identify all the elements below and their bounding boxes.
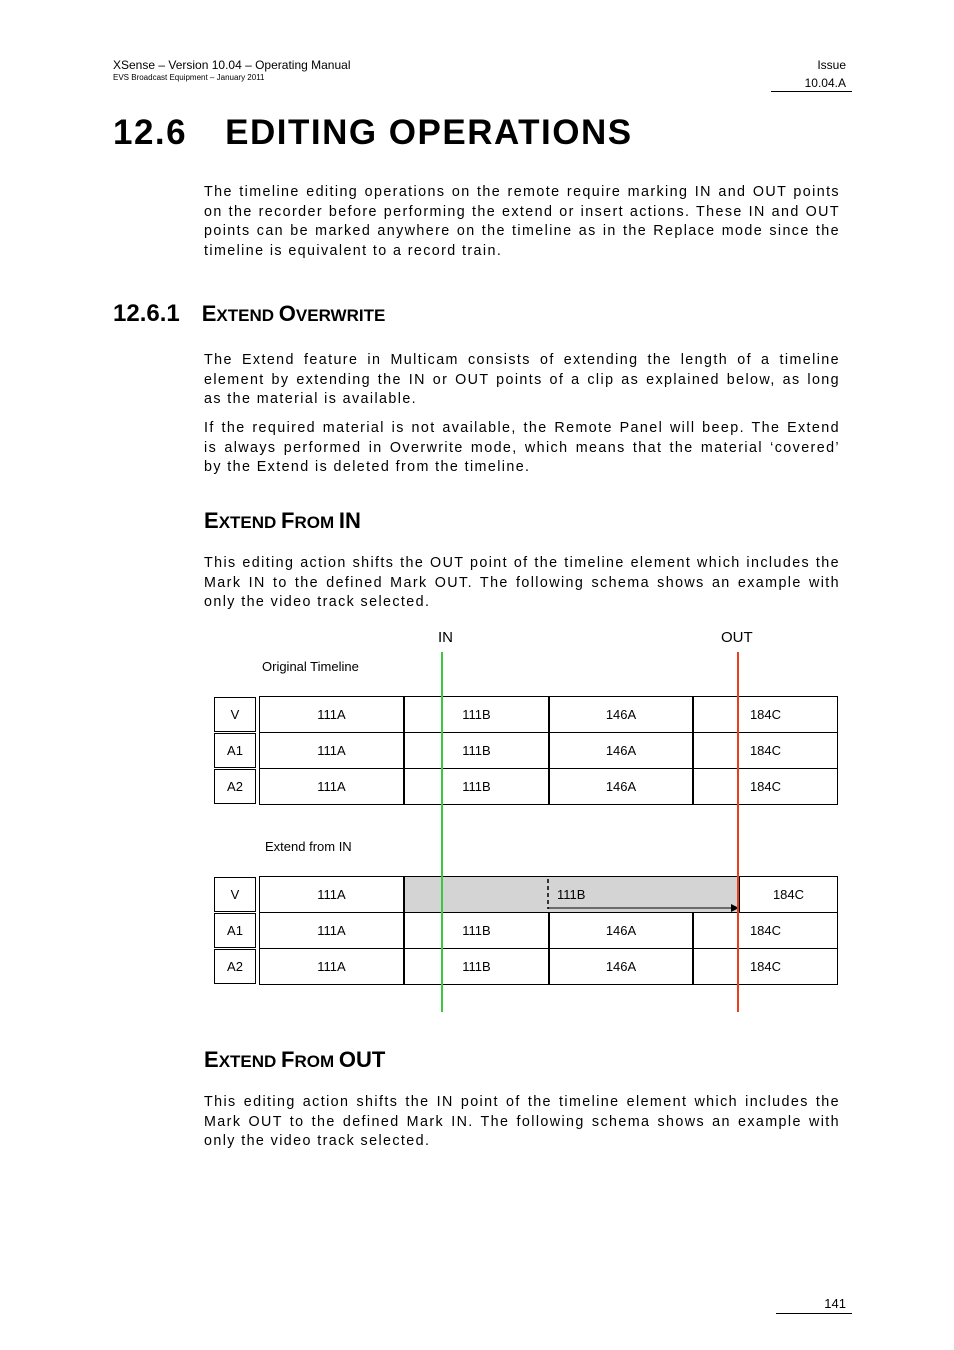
clip-cell: 111A (259, 912, 404, 949)
clip-cell: 146A (549, 768, 693, 805)
header-issue-value: 10.04.A (804, 76, 846, 90)
page-number: 141 (824, 1296, 846, 1311)
clip-cell: 111B (404, 732, 549, 769)
clip-cell: 111B (404, 912, 549, 949)
track-label-a1: A1 (214, 733, 256, 768)
extend-from-in-para: This editing action shifts the OUT point of the timeline element which includes the Mark IN to the defined Mark OUT. The following schema shows an example with only the video track selected. (204, 555, 840, 610)
extend-arrow-icon (540, 876, 745, 913)
mark-out-label: OUT (721, 629, 753, 646)
clip-cell: 111A (259, 876, 404, 913)
subsection-title: EXTEND OVERWRITE (201, 301, 386, 326)
section-heading (113, 113, 633, 153)
footer-rule (776, 1313, 852, 1314)
clip-cell: 111A (259, 768, 404, 805)
clip-cell: 184C (693, 732, 838, 769)
clip-cell: 111A (259, 948, 404, 985)
track-label-a2: A2 (214, 949, 256, 984)
clip-cell: 184C (693, 768, 838, 805)
clip-cell: 111B (404, 948, 549, 985)
clip-cell: 111B (404, 696, 549, 733)
section-number: 12.6 (113, 113, 188, 152)
header-subtitle: EVS Broadcast Equipment – January 2011 (113, 73, 265, 82)
clip-cell: 184C (693, 696, 838, 733)
clip-cell: 111A (259, 732, 404, 769)
extend-from-out-heading: EXTEND FROM OUT (204, 1047, 386, 1072)
original-timeline-label: Original Timeline (262, 659, 359, 674)
clip-cell: 184C (739, 876, 838, 913)
track-label-a2: A2 (214, 769, 256, 804)
subsection-number: 12.6.1 (113, 300, 180, 327)
track-label-a1: A1 (214, 913, 256, 948)
extended-clip-cell: 111B (404, 876, 739, 913)
subsection-heading (113, 300, 385, 328)
mark-in-label: IN (438, 629, 453, 646)
clip-cell: 146A (549, 696, 693, 733)
track-label-v: V (214, 877, 256, 912)
clip-cell: 146A (549, 912, 693, 949)
section-title: EDITING OPERATIONS (225, 113, 633, 152)
subsection-para-1: The Extend feature in Multicam consists of extending the length of a timeline element by extending the IN or OUT points of a clip as explained below, as long as the material is available. (204, 352, 840, 407)
header-issue-label: Issue (817, 58, 846, 72)
header-rule (771, 91, 852, 92)
extend-timeline-label: Extend from IN (265, 839, 352, 854)
clip-cell: 184C (693, 948, 838, 985)
mark-in-line (441, 652, 443, 1012)
clip-cell: 111A (259, 696, 404, 733)
mark-out-line (737, 652, 739, 1012)
section-intro: The timeline editing operations on the remote require marking IN and OUT points on the recorder before performing the extend or insert actions. These IN and OUT points can be marked anywhere on the timeline as in the Replace mode since the timeline is equivalent to a record train. (204, 184, 840, 259)
header-title: XSense – Version 10.04 – Operating Manual (113, 58, 351, 72)
clip-cell: 184C (693, 912, 838, 949)
clip-cell: 146A (549, 948, 693, 985)
extend-from-out-para: This editing action shifts the IN point of the timeline element which includes the Mark OUT to the defined Mark IN. The following schema shows an example with only the video track selected. (204, 1094, 840, 1149)
clip-cell: 146A (549, 732, 693, 769)
extend-from-in-heading: EXTEND FROM IN (204, 508, 361, 533)
clip-cell: 111B (404, 768, 549, 805)
subsection-para-2: If the required material is not available, the Remote Panel will beep. The Extend is always performed in Overwrite mode, which means that the material ‘covered’ by the Extend is deleted from the timeline. (204, 420, 840, 475)
track-label-v: V (214, 697, 256, 732)
